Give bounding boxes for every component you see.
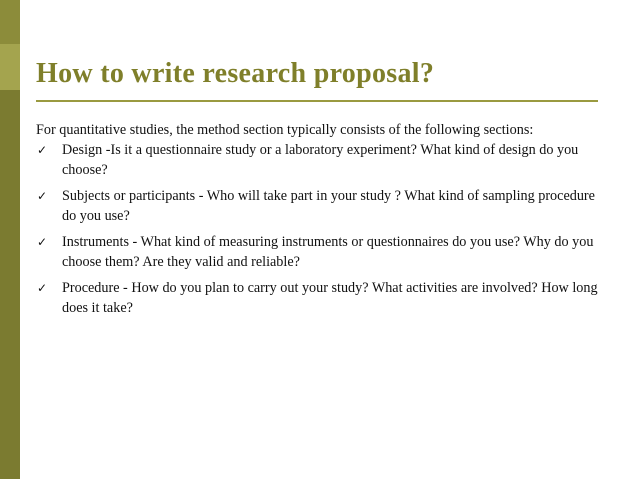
side-accent-block-middle <box>0 44 20 90</box>
list-item <box>36 140 608 180</box>
list-item <box>36 232 608 272</box>
slide-title: How to write research proposal? <box>36 58 435 89</box>
list-item-text: Instruments - What kind of measuring instruments or questionnaires do you use? Why do you choose them? Are they valid and reliable? <box>62 234 594 270</box>
section-list <box>36 140 608 324</box>
check-icon: ✓ <box>37 143 48 157</box>
list-item-text: Subjects or participants - Who will take part in your study ? What kind of sampling procedure do you use? <box>62 188 595 224</box>
side-accent-bar <box>0 0 20 479</box>
intro-text: For quantitative studies, the method section typically consists of the following sections: <box>36 122 534 138</box>
check-icon: ✓ <box>37 189 48 203</box>
list-item-text: Design -Is it a questionnaire study or a laboratory experiment? What kind of design do you choose? <box>62 142 579 178</box>
list-item-text: Procedure - How do you plan to carry out your study? What activities are involved? How long does it take? <box>62 280 598 316</box>
side-accent-block-top <box>0 0 20 44</box>
check-icon: ✓ <box>37 235 48 249</box>
check-icon: ✓ <box>37 281 48 295</box>
list-item <box>36 278 608 318</box>
title-divider <box>36 100 598 102</box>
list-item <box>36 186 608 226</box>
side-accent-block-bottom <box>0 90 20 479</box>
